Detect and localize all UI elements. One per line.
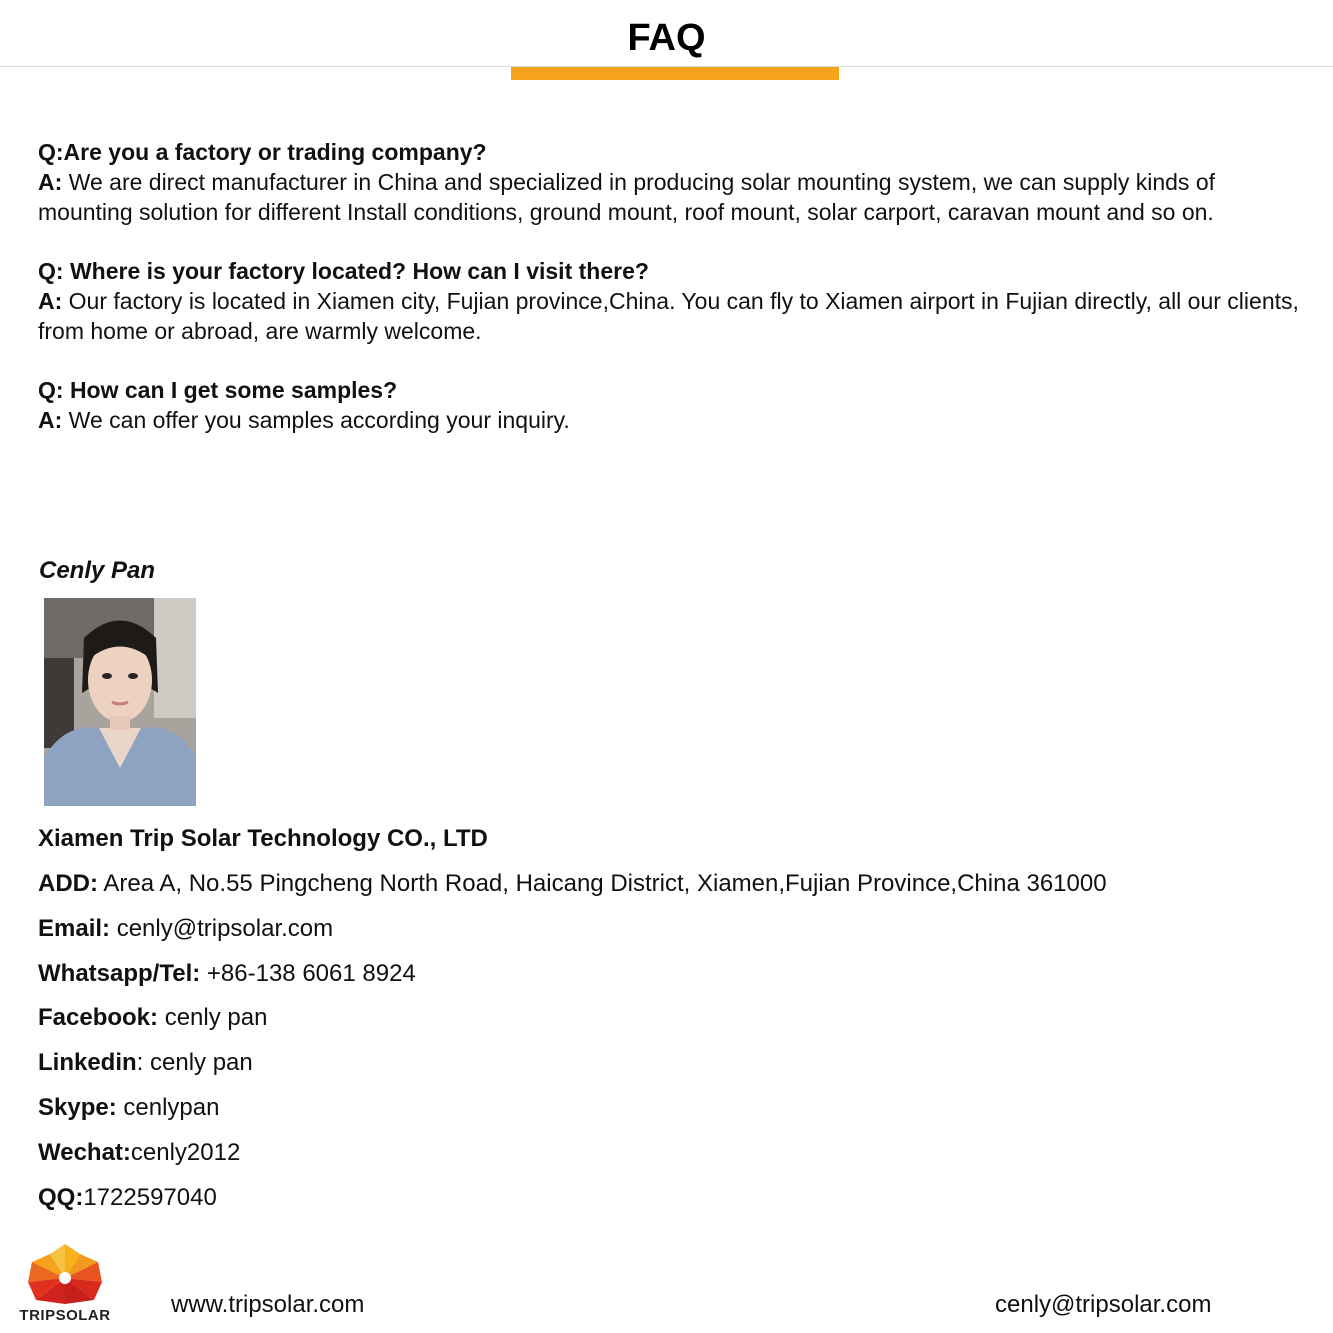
wechat-row (38, 1137, 1107, 1182)
detail-label: Whatsapp/Tel: (38, 959, 201, 987)
faq-item (38, 375, 1308, 435)
qq-row (38, 1182, 1107, 1227)
answer-text: Our factory is located in Xiamen city, Fujian province,China. You can fly to Xiamen airport in Fujian directly, all our clients, from home or abroad, are warmly welcome. (38, 288, 1299, 344)
detail-value: cenly2012 (130, 1138, 241, 1166)
detail-label: ADD: (38, 870, 98, 897)
detail-value: +86-138 6061 8924 (200, 959, 416, 987)
faq-item (38, 137, 1308, 227)
detail-label: Linkedin (38, 1049, 137, 1077)
facebook-row (38, 1002, 1107, 1047)
detail-value: cenlypan (116, 1093, 220, 1121)
company-name: Xiamen Trip Solar Technology CO., LTD (38, 825, 488, 852)
email-row (38, 913, 1107, 958)
footer-email-link[interactable]: cenly@tripsolar.com (995, 1291, 1212, 1318)
faq-answer (38, 405, 1308, 435)
logo-wordmark: TRIPSOLAR (19, 1307, 111, 1324)
header-accent-bar (511, 67, 839, 80)
email-link[interactable]: cenly@tripsolar.com (110, 914, 334, 942)
phone-row (38, 958, 1107, 1003)
answer-label: A: (38, 288, 63, 314)
detail-value: Area A, No.55 Pingcheng North Road, Haicang District, Xiamen,Fujian Province,China 361000 (98, 870, 1107, 897)
detail-value: 1722597040 (83, 1183, 217, 1211)
detail-label: QQ: (38, 1183, 84, 1211)
contact-details (38, 868, 1107, 1226)
detail-label: Email: (38, 914, 111, 942)
detail-label: Wechat: (38, 1138, 131, 1166)
page-title: FAQ (627, 17, 706, 59)
detail-label: Facebook: (38, 1004, 159, 1032)
detail-value: : cenly pan (136, 1049, 253, 1077)
contact-name: Cenly Pan (39, 557, 156, 584)
contact-photo (44, 598, 196, 806)
answer-label: A: (38, 407, 63, 433)
portrait-image (44, 598, 196, 806)
detail-value: cenly pan (158, 1004, 268, 1032)
answer-text: We are direct manufacturer in China and specialized in producing solar mounting system, we can supply kinds of mounting solution for different Install conditions, ground mount, roof mount, solar carport, caravan mount and so on. (38, 169, 1215, 225)
footer-website-link[interactable]: www.tripsolar.com (171, 1291, 365, 1318)
detail-label: Skype: (38, 1093, 117, 1121)
skype-row (38, 1092, 1107, 1137)
faq-question: Q: How can I get some samples? (38, 377, 398, 403)
faq-section (38, 137, 1308, 464)
answer-label: A: (38, 169, 63, 195)
address-row (38, 868, 1107, 913)
linkedin-row (38, 1047, 1107, 1092)
answer-text: We can offer you samples according your inquiry. (62, 407, 570, 433)
faq-item (38, 256, 1308, 346)
faq-answer (38, 286, 1308, 346)
faq-answer (38, 167, 1308, 227)
faq-question: Q: Where is your factory located? How can I visit there? (38, 258, 649, 284)
faq-question: Q:Are you a factory or trading company? (38, 139, 487, 165)
